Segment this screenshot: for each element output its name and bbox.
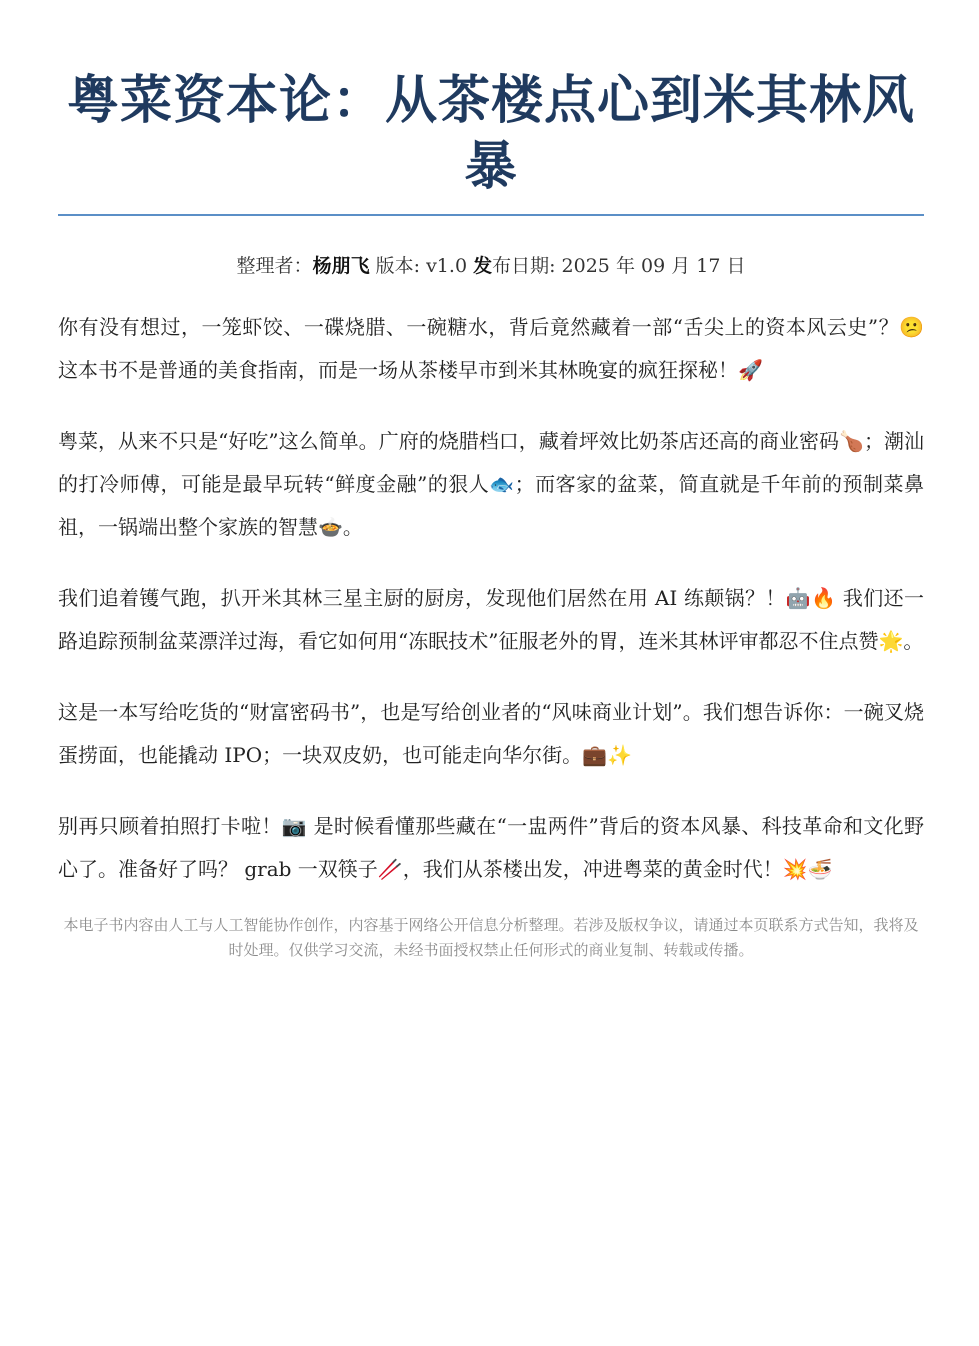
document-meta: [58, 252, 924, 280]
page-title: 粤菜资本论：从茶楼点心到米其林风暴: [66, 71, 915, 197]
date-label: 布日期:: [492, 255, 556, 277]
paragraph-wealth-code: 这是一本写给吃货的“财富密码书”，也是写给创业者的“风味商业计划”。我们想告诉你：一碗叉烧蛋捞面，也能撬动 IPO；一块双皮奶，也可能走向华尔街。💼✨: [58, 700, 924, 767]
title-divider: [58, 214, 924, 216]
version-value: v1.0: [426, 255, 468, 277]
editor-label: 整理者：: [236, 255, 313, 277]
date-label-bold: 发: [473, 255, 493, 277]
copyright-disclaimer: 本电子书内容由人工与人工智能协作创作，内容基于网络公开信息分析整理。若涉及版权争议，请通过本页联系方式告知，我将及时处理。仅供学习交流，未经书面授权禁止任何形式的商业复制、转载或传播。: [63, 916, 919, 959]
publish-date: 2025 年 09 月 17 日: [561, 255, 746, 277]
editor-name: 杨朋飞: [312, 255, 370, 277]
document-body: [58, 306, 924, 891]
paragraph-call-to-action: 别再只顾着拍照打卡啦！📷 是时候看懂那些藏在“一盅两件”背后的资本风暴、科技革命和文化野心了。准备好了吗？ grab 一双筷子🥢，我们从茶楼出发，冲进粤菜的黄金时代！💥🍜: [58, 814, 924, 881]
paragraph-intro: 你有没有想过，一笼虾饺、一碟烧腊、一碗糖水，背后竟然藏着一部“舌尖上的资本风云史”？😕 这本书不是普通的美食指南，而是一场从茶楼早市到米其林晚宴的疯狂探秘！🚀: [58, 315, 924, 382]
version-label: 版本:: [375, 255, 421, 277]
paragraph-michelin-kitchen: 我们追着镬气跑，扒开米其林三星主厨的厨房，发现他们居然在用 AI 练颠锅？！🤖🔥 我们还一路追踪预制盆菜漂洋过海，看它如何用“冻眠技术”征服老外的胃，连米其林评审都忍不住点赞🌟。: [58, 586, 924, 653]
paragraph-cantonese-cuisine: 粤菜，从来不只是“好吃”这么简单。广府的烧腊档口，藏着坪效比奶茶店还高的商业密码🍗；潮汕的打冷师傅，可能是最早玩转“鲜度金融”的狠人🐟；而客家的盆菜，简直就是千年前的预制菜鼻祖，一锅端出整个家族的智慧🍲。: [58, 429, 924, 539]
